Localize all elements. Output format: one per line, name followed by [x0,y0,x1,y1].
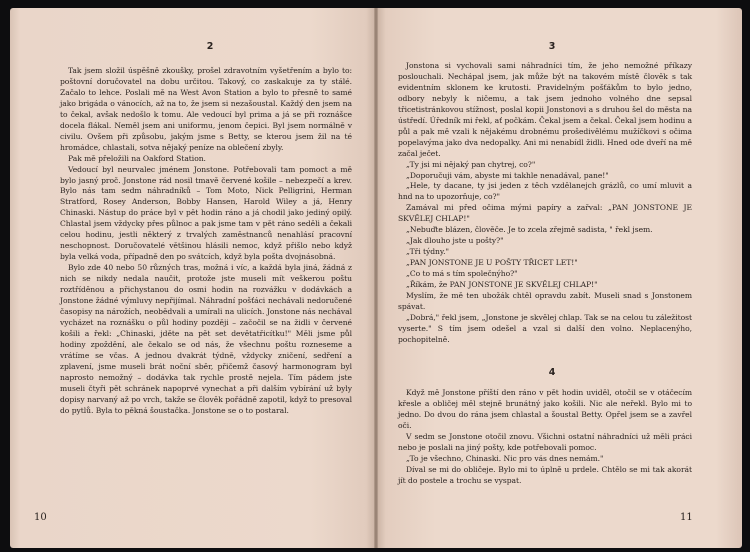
left-page-text [60,66,352,417]
dialogue-line: „Hele, ty dacane, ty jsi jeden z těch vzdělanejch grázlů, co umí mluvit a hnd na to upozorňuje, co?" [398,181,692,202]
dialogue-line: „Nebuďte blázen, člověče. Je to zcela zřejmě sadista, " řekl jsem. [406,225,653,235]
paragraph: V sedm se Jonstone otočil znovu. Všichni ostatní náhradníci už měli práci nebo je poslali na jiný pošty, kde potřebovali pomoc. [398,431,692,452]
right-page-text-chapter-4 [398,388,692,487]
paragraph: Díval se mi do obličeje. Bylo mi to úplně u prdele. Chtělo se mi tak akorát jít do postele a trochu se vyspat. [398,464,692,485]
left-page [10,8,376,548]
right-page-text-chapter-3 [398,61,692,346]
dialogue-line: „PAN JONSTONE JE U POŠTY TŘICET LET!" [406,258,578,268]
paragraph: Bylo zde 40 nebo 50 různých tras, možná i víc, a každá byla jiná, žádná z nich se nikdy nedala naučit, protože jste museli mít veškerou poštu roztříděnou a přichystanou do osmi hodin na rozvážku v dodávkách a Jonstone žádné výmluvy nepřijímal. Náhradní pošťáci nechávali nedoručené časopisy na nárožích, neobědvali a umírali na ulicích. Jonstone nás nechával vycházet na roznášku o půl hodiny později – začočil se na židli v červené košili a řekl: „Chinaski, jděte na pět set devětatřicítku!" Měli jsme půl hodiny zpoždění, ale čekalo se od nás, že všechnu poštu rozneseme a vrátíme se včas. A jednou dvakrát týdně, vždycky zničení, sedření a zplavení, jsme museli brát noční sběr, přičemž časový harmonogram byl naprosto nemožný – dodávka tak rychle prostě nejela. Tím pádem jste museli čtyři pět schránek napoprvé vynechat a při dalším vybírání už byly dopisy narvaný až po vrch, takže se člověk pořádně zapotil, když to presoval do pytlů. Byla to pěkná šoustačka. Jonstone se o to postaral. [60,263,352,415]
chapter-number: 2 [206,41,214,52]
paragraph: Myslím, že mě ten ubožák chtěl opravdu zabít. Museli snad s Jonstonem spávat. [398,291,692,311]
paragraph: Zamával mi před očima mými papíry a zařval: „PAN JONSTONE JE SKVĚLEJ CHLAP!" [398,203,692,224]
right-page [376,8,742,548]
paragraph: „Dobrá," řekl jsem, „Jonstone je skvělej chlap. Tak se na celou tu záležitost vyserte." S tím jsem odešel a vzal si další den volno. Neplacenýho, pochopitelně. [398,312,692,344]
paragraph: Jonstona si vychovali sami náhradníci tím, že jeho nemožné příkazy poslouchali. Nechápal jsem, jak může být na takovém místě člověk s tak evidentním sklonem ke krutosti. Pravidelným pošťákům to bylo jedno, odbory nebyly k ničemu, a tak jsem jednoho volného dne sepsal třicetistránkovou stížnost, poslal kopii Jonstonovi a s druhou šel do města na ústředí. Úředník mi řekl, ať počkám. Čekal jsem a čekal. Čekal jsem hodinu a půl a pak mě vzali k nějakému drobnému prošedivělému mužíčkovi s očima popelavýma jako dva nedopalky. Ani mi nenabídl židli. Hned ode dveří na mě začal ječet. [398,61,692,158]
paragraph: Tak jsem složil úspěšně zkoušky, prošel zdravotním vyšetřením a bylo to: poštovní doručovatel na dobu určitou. Takový, co zaskakuje za ty stálé. Začalo to lehce. Poslali mě na West Avon Station a bylo to přesně to samé jako brigáda o vánocích, až na to, že jsem si nezašoustal. Každý den jsem na to čekal, avšak nedošlo k tomu. Ale vedoucí byl prima a já se při roznášce docela flákal. Neměl jsem ani uniformu, jenom čepici. Byl jsem normálně v civilu. Ovšem při způsobu, jakým jsme s Betty, se kterou jsem žil na té hromádce, chlastali, sotva nějaký peníze na oblečení zbyly. [60,66,352,152]
dialogue-line: „Jak dlouho jste u pošty?" [406,236,504,246]
dialogue-line: „Tři týdny." [406,247,449,257]
chapter-number: 4 [548,367,556,378]
dialogue-line: „Co to má s tím společnýho?" [406,269,518,279]
open-book [10,8,742,548]
chapter-number: 3 [548,41,556,52]
dialogue-line: „Doporučuji vám, abyste mi takhle nenadával, pane!" [406,170,609,180]
page-number: 10 [34,512,47,523]
paragraph: Když mě Jonstone příští den ráno v pět hodin uviděl, otočil se v otáčecím křesle a obličej měl stejně brunátný jako košili. Nic ale neřekl. Bylo mi to jedno. Do dvou do rána jsem chlastal a šoustal Betty. Opřel jsem se a zavřel oči. [398,388,692,430]
dialogue-line: „To je všechno, Chinaski. Nic pro vás dnes nemám." [406,453,604,463]
page-number: 11 [680,512,693,523]
dialogue-line: „Ty jsi mi nějaký pan chytrej, co?" [406,159,536,169]
paragraph: Pak mě přeložili na Oakford Station. [68,153,206,163]
dialogue-line: „Říkám, že PAN JONSTONE JE SKVĚLEJ CHLAP!" [406,280,598,290]
paragraph: Vedoucí byl neurvalec jménem Jonstone. Potřebovali tam pomoct a mě bylo jasný proč. Jonstone rád nosil tmavě červené košile – nebezpečí a krev. Bylo nás tam sedm náhradníků – Tom Moto, Nick Pelligrini, Herman Stratford, Rosey Anderson, Bobby Hansen, Harold Wiley a já, Henry Chinaski. Nástup do práce byl v pět hodin ráno a já chodil jako jediný opilý. Chlastal jsem vždycky přes půlnoc a pak jsme tam v pět ráno seděli a čekali celou hodinu, jestli některý z trvalých zaměstnanců nenahlásí pracovní neschopnost. Doručovatelé většinou hlásili nemoc, když přišlo nebo když byla velká voda, případně den po svátcích, když byla pošta dvojnásobná. [60,164,352,262]
book-spine [374,8,378,548]
